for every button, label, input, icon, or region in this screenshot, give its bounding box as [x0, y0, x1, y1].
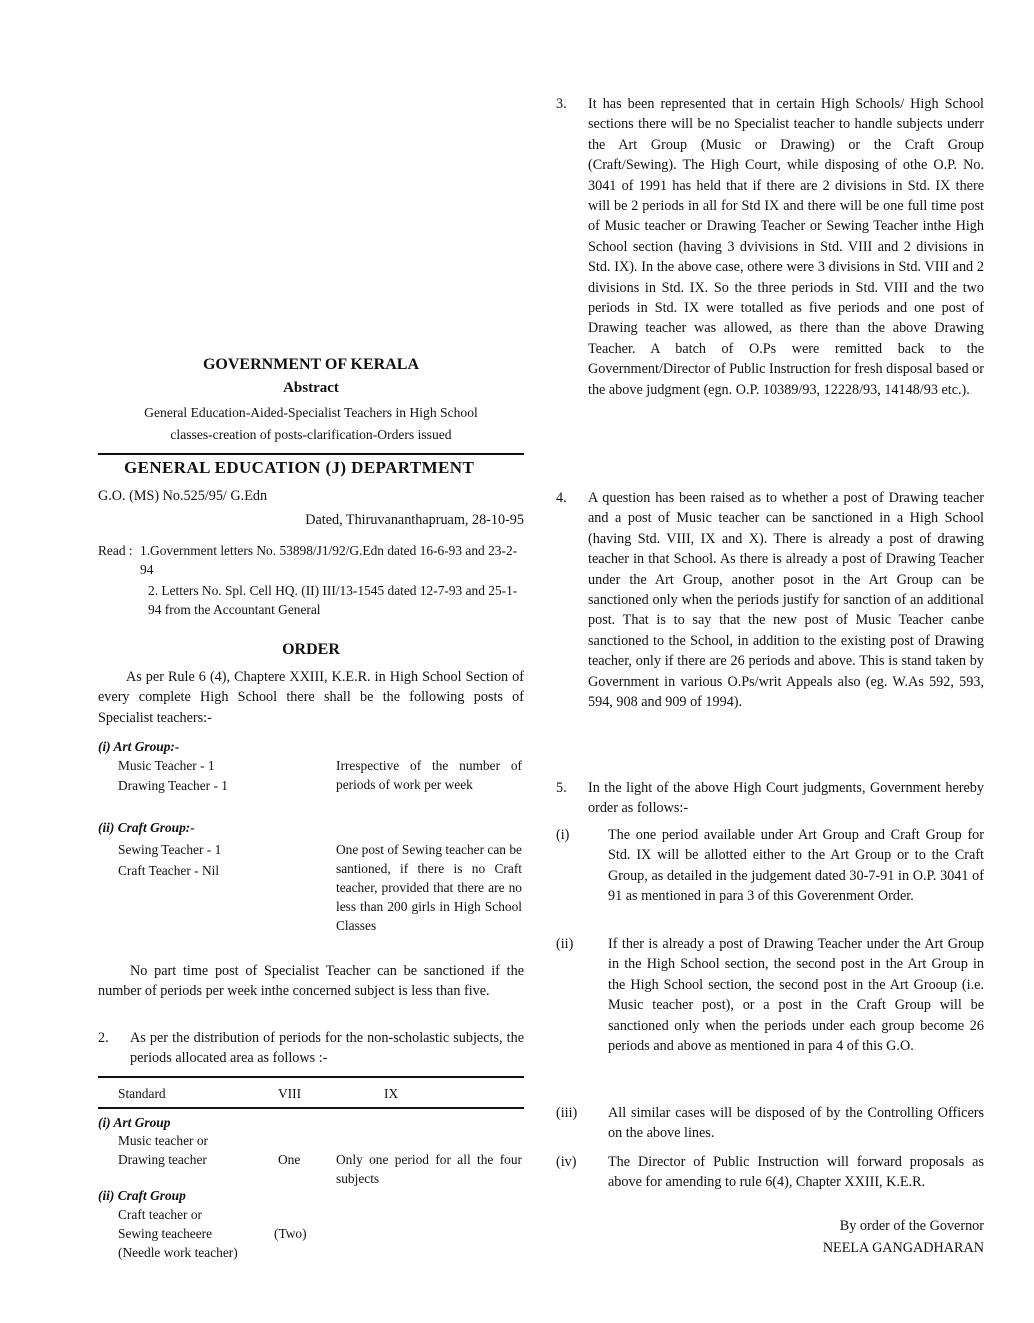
table-craft-sub-2: Sewing teacheere: [118, 1226, 213, 1241]
paragraph-3: [556, 94, 984, 400]
table-craft-sub-3: (Needle work teacher): [118, 1245, 238, 1260]
abstract-label: Abstract: [283, 380, 339, 396]
signature-name: NEELA GANGADHARAN: [822, 1240, 984, 1256]
craft-group-note: One post of Sewing teacher can be santioned, if there is no Craft teacher, provided that there are no less than 200 girls in High School Classes: [336, 842, 522, 933]
go-number: G.O. (MS) No.525/95/ G.Edn: [98, 488, 268, 504]
order-item-4-text: The Director of Public Instruction will forward proposals as above for amending to rule 6(4), Chapter XXIII, K.E.R.: [608, 1154, 984, 1191]
government-title: GOVERNMENT OF KERALA: [202, 356, 419, 373]
paragraph-4-number: 4.: [556, 490, 567, 506]
table-header-rule: [98, 1107, 524, 1109]
paragraph-4: [556, 488, 984, 712]
paragraph-5-text: In the light of the above High Court judgments, Government hereby order as follows:-: [588, 780, 984, 817]
table-header-ix: IX: [384, 1086, 399, 1101]
order-item-3-number: (iii): [556, 1105, 578, 1121]
order-item-1-text: The one period available under Art Group and Craft Group for Std. IX will be allotted either to the Art Group or to the Craft Group, as detailed in the judgement dated 30-7-91 in O.P. 3041 of 91 as mentioned in para 3 of this Goverenment Order.: [608, 827, 984, 905]
table-top-rule: [98, 1076, 524, 1078]
table-art-ix: Only one period for all the four subjects: [336, 1152, 522, 1186]
art-group-item-2: Drawing Teacher - 1: [118, 778, 228, 793]
craft-group-item-1: Sewing Teacher - 1: [118, 842, 222, 857]
paragraph-4-text: A question has been raised as to whether a post of Drawing teacher and a post of Music teacher can be sanctioned in a High School (having Std. VIII, IX and X). There is already a post of drawing teacher in that School. As there is already a post of Drawing Teacher under the Art Group, another posot in the Art Group can be sanctioned only when the periods justify for sanction of an additional post. That is to say that the new post of Music Teacher canbe sanctioned to the School, in addition to the existing post of Drawing teacher, only if there are 26 periods and above. This is stand taken by Government in various O.Ps/writ Appeals also (eg. W.As 592, 593, 594, 908 and 909 of 1994).: [588, 490, 984, 711]
table-art-group: (i) Art Group: [98, 1115, 171, 1130]
table-art-viii: One: [278, 1152, 301, 1167]
paragraph-3-number: 3.: [556, 96, 567, 112]
table-craft-group: (ii) Craft Group: [98, 1188, 186, 1203]
table-header-viii: VIII: [278, 1086, 302, 1101]
divider: [98, 453, 524, 455]
paragraph-2-text: As per the distribution of periods for the non-scholastic subjects, the periods allocated area as follows :-: [130, 1030, 524, 1067]
order-item-2-text: If ther is already a post of Drawing Teacher under the Art Group in the High School section, the second post in the Art Group in the High School section, the second post in the Art Grooup (i.e. Music teacher post), or a post in the Craft Group will be sanctioned only when the periods under each group become 26 periods and above as mentioned in para 4 of this G.O.: [608, 936, 984, 1055]
table-header-standard: Standard: [118, 1086, 166, 1101]
signature-line-1: By order of the Governor: [839, 1218, 984, 1234]
art-group-note: Irrespective of the number of periods of work per week: [336, 758, 522, 792]
order-intro: As per Rule 6 (4), Chaptere XXIII, K.E.R. in High School Section of every complete High School there shall be the following posts of Specialist teachers:-: [98, 669, 524, 726]
order-item-1-number: (i): [556, 827, 570, 843]
order-title: ORDER: [282, 641, 340, 658]
department-title: GENERAL EDUCATION (J) DEPARTMENT: [124, 458, 475, 477]
paragraph-5: [556, 778, 984, 819]
order-item-2: [556, 934, 984, 1056]
craft-group-item-2: Craft Teacher - Nil: [118, 863, 220, 878]
order-item-3-text: All similar cases will be disposed of by the Controlling Officers on the above lines.: [608, 1105, 984, 1142]
order-item-4-number: (iv): [556, 1154, 577, 1170]
table-craft-viii: (Two): [274, 1226, 307, 1241]
table-art-sub-2: Drawing teacher: [118, 1152, 207, 1167]
paragraph-5-number: 5.: [556, 780, 567, 796]
art-group-item-1: Music Teacher - 1: [118, 758, 215, 773]
order-item-2-number: (ii): [556, 936, 574, 952]
dated-line: Dated, Thiruvananthapruam, 28-10-95: [305, 512, 524, 528]
read-item-1: 1.Government letters No. 53898/J1/92/G.Edn dated 16-6-93 and 23-2-94: [140, 543, 518, 577]
order-item-1: [556, 825, 984, 907]
subject-line-2: classes-creation of posts-clarification-Orders issued: [170, 427, 452, 442]
read-section: [98, 541, 524, 619]
order-item-3: [556, 1103, 984, 1144]
art-group-heading: (i) Art Group:-: [98, 739, 180, 754]
craft-group-heading: (ii) Craft Group:-: [98, 820, 195, 835]
no-part-time-paragraph: No part time post of Specialist Teacher can be sanctioned if the number of periods per week inthe concerned subject is less than five.: [98, 963, 524, 1000]
table-craft-sub-1: Craft teacher or: [118, 1207, 203, 1222]
paragraph-3-text: It has been represented that in certain High Schools/ High School sections there will be no Specialist teacher to handle subjects underr the Art Group (Music or Drawing) or the Craft Group (Craft/Sewing). The High Court, while disposing of othe O.P. No. 3041 of 1991 has held that if there are 2 divisions in Std. IX there will be 2 periods in all for Std IX and there will be one full time post of Music teacher or Drawing Teacher or Sewing Teacher inthe High School section (having 3 dvivisions in Std. VIII and 2 divisions in Std. IX). In the above case, othere were 3 divisions in Std. VIII and 2 divisions in Std. IX. So the three periods in Std. VIII and the two periods in Std. IX were totalled as five periods and one post of Drawing teacher was allowed, as there than the above Drawing Teacher. A batch of O.Ps were remitted back to the Government/Director of Public Instruction for fresh disposal based or the above judgment (egn. O.P. 10389/93, 12228/93, 14148/93 etc.).: [588, 96, 984, 398]
paragraph-2-number: 2.: [98, 1030, 109, 1046]
table-art-sub-1: Music teacher or: [118, 1133, 208, 1148]
order-item-4: [556, 1152, 984, 1193]
paragraph-2: [98, 1028, 524, 1069]
subject-line-1: General Education-Aided-Specialist Teachers in High School: [144, 405, 478, 420]
read-item-2: 2. Letters No. Spl. Cell HQ. (II) III/13-1545 dated 12-7-93 and 25-1-94 from the Accountant General: [148, 583, 518, 617]
read-label: Read :: [98, 543, 133, 558]
